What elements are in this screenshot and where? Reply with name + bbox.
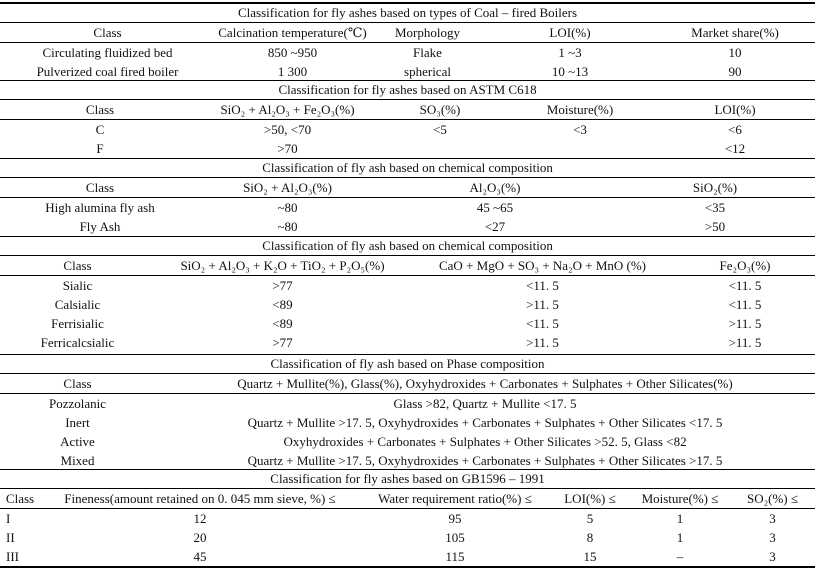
cell-class: Ferricalcsialic: [40, 335, 115, 350]
cell-phase-criteria: Quartz + Mullite >17. 5, Oxyhydroxides + Carbonates + Sulphates + Other Silicates >17. 5: [247, 453, 723, 468]
table-row: [0, 509, 815, 529]
table-chemical-composition-alumina: [0, 158, 815, 236]
table-row: [0, 394, 815, 414]
section-chemical-composition-oxides: [0, 236, 815, 352]
section-coal-boilers: [0, 2, 815, 81]
header-calcination-temperature: Calcination temperature(℃): [215, 23, 370, 43]
cell-sio2-sum: >77: [272, 335, 293, 350]
bottom-rule: [0, 566, 815, 568]
cell-morphology: Flake: [413, 45, 442, 60]
section-title: Classification for fly ashes based on types of Coal – fired Boilers: [0, 3, 815, 23]
cell-class: C: [95, 122, 105, 137]
cell-moisture: 1: [676, 511, 684, 526]
cell-fe2o3: >11. 5: [728, 335, 762, 350]
cell-sio2-sum: >77: [272, 278, 293, 293]
cell-fineness: 20: [193, 530, 207, 545]
cell-water-requirement: 95: [448, 511, 462, 526]
cell-al2o3: <27: [484, 219, 506, 234]
section-title: Classification for fly ashes based on GB1596 – 1991: [0, 470, 815, 489]
table-row: [0, 120, 815, 140]
cell-cao-sum: >11. 5: [526, 335, 559, 350]
header-cao-sum: CaO + MgO + SO₃ + Na₂O + MnO (%): [410, 256, 675, 276]
cell-class: Circulating fluidized bed: [42, 45, 173, 60]
table-row: [0, 432, 815, 451]
cell-class: Calsialic: [54, 297, 101, 312]
cell-loi: <6: [728, 122, 742, 137]
cell-class: Active: [60, 434, 95, 449]
cell-so3: [375, 139, 505, 158]
cell-loi: 1 ~3: [558, 45, 582, 60]
section-phase-composition: [0, 354, 815, 470]
cell-class: II: [6, 530, 15, 545]
header-sio2-sum: SiO₂ + Al₂O₃ + K₂O + TiO₂ + P₂O₅(%): [155, 256, 410, 276]
section-title: Classification of fly ash based on chemical composition: [0, 237, 815, 256]
cell-morphology: spherical: [404, 64, 451, 79]
cell-phase-criteria: Glass >82, Quartz + Mullite <17. 5: [393, 396, 577, 411]
table-row: [0, 451, 815, 470]
table-coal-boilers: [0, 2, 815, 81]
cell-so2: 3: [769, 511, 776, 526]
table-row: [0, 198, 815, 218]
cell-fineness: 45: [193, 549, 207, 564]
cell-sio2-sum: <89: [272, 297, 293, 312]
section-chemical-composition-alumina: [0, 158, 815, 236]
table-astm-c618: [0, 80, 815, 158]
cell-al2o3: 45 ~65: [476, 200, 514, 215]
table-row: [0, 547, 815, 566]
header-al2o3: Al₂O₃(%): [375, 178, 615, 198]
cell-cao-sum: <11. 5: [526, 278, 559, 293]
table-row: [0, 217, 815, 236]
header-loi: LOI(%): [655, 100, 815, 120]
table-row: [0, 43, 815, 63]
section-title: Classification for fly ashes based on ASTM C618: [0, 81, 815, 100]
cell-loi: 10 ~13: [551, 64, 589, 79]
cell-loi: <12: [724, 141, 746, 156]
cell-class: Inert: [65, 415, 90, 430]
table-row: [0, 528, 815, 547]
section-astm-c618: [0, 80, 815, 158]
cell-loi: 8: [586, 530, 594, 545]
header-sio2-al2o3-fe2o3: SiO₂ + Al₂O₃ + Fe₂O₃(%): [200, 100, 375, 120]
cell-sio2: >50: [704, 219, 726, 234]
cell-sio2-al2o3: ~80: [277, 219, 298, 234]
cell-sio2: <35: [704, 200, 726, 215]
header-class: Class: [0, 178, 200, 198]
cell-class: Sialic: [62, 278, 93, 293]
header-moisture: Moisture(%) ≤: [630, 489, 730, 509]
cell-sio2-sum: >70: [277, 141, 298, 156]
header-class: Class: [0, 374, 155, 394]
cell-sio2-sum: <89: [272, 316, 293, 331]
cell-water-requirement: 115: [445, 549, 465, 564]
cell-cao-sum: <11. 5: [526, 316, 559, 331]
header-market-share: Market share(%): [655, 23, 815, 43]
section-title: Classification of fly ash based on Phase composition: [0, 355, 815, 374]
header-class: Class: [0, 256, 155, 276]
header-class: Class: [0, 23, 215, 43]
cell-moisture: <3: [573, 122, 587, 137]
header-class: Class: [0, 489, 40, 509]
cell-fe2o3: <11. 5: [728, 278, 762, 293]
header-morphology: Morphology: [370, 23, 485, 43]
cell-cao-sum: >11. 5: [526, 297, 559, 312]
cell-temperature: 850 ~950: [267, 45, 318, 60]
table-row: [0, 139, 815, 158]
cell-market-share: 10: [728, 45, 742, 60]
cell-class: Fly Ash: [79, 219, 121, 234]
section-gb1596: [0, 469, 815, 566]
cell-sio2-al2o3: ~80: [277, 200, 298, 215]
cell-moisture: [505, 139, 655, 158]
cell-fineness: 12: [193, 511, 207, 526]
cell-class: Pulverized coal fired boiler: [36, 64, 179, 79]
cell-class: III: [6, 549, 19, 564]
header-fineness: Fineness(amount retained on 0. 045 mm sieve, %) ≤: [40, 489, 360, 509]
cell-fe2o3: >11. 5: [728, 316, 762, 331]
cell-moisture: –: [676, 549, 684, 564]
cell-fe2o3: <11. 5: [728, 297, 762, 312]
cell-moisture: 1: [676, 530, 684, 545]
header-fe2o3: Fe₂O₃(%): [675, 256, 815, 276]
cell-so2: 3: [769, 530, 776, 545]
table-gb1596: [0, 469, 815, 566]
header-loi: LOI(%) ≤: [550, 489, 630, 509]
header-so2: SO₂(%) ≤: [730, 489, 815, 509]
cell-class: I: [6, 511, 11, 526]
header-loi: LOI(%): [485, 23, 655, 43]
table-row: [0, 62, 815, 81]
table-row: [0, 276, 815, 296]
cell-sio2-sum: >50, <70: [263, 122, 312, 137]
cell-water-requirement: 105: [445, 530, 465, 545]
header-water-requirement: Water requirement ratio(%) ≤: [360, 489, 550, 509]
table-row: [0, 413, 815, 432]
header-sio2: SiO₂(%): [615, 178, 815, 198]
header-phase-composition: Quartz + Mullite(%), Glass(%), Oxyhydroxides + Carbonates + Sulphates + Other Silicates(%): [155, 374, 815, 394]
cell-class: High alumina fly ash: [45, 200, 155, 215]
table-phase-composition: [0, 354, 815, 470]
header-so3: SO₃(%): [375, 100, 505, 120]
cell-class: Pozzolanic: [48, 396, 107, 411]
cell-phase-criteria: Quartz + Mullite >17. 5, Oxyhydroxides + Carbonates + Sulphates + Other Silicates <17. 5: [247, 415, 723, 430]
header-class: Class: [0, 100, 200, 120]
cell-loi: 5: [586, 511, 594, 526]
cell-loi: 15: [583, 549, 597, 564]
table-row: [0, 295, 815, 314]
cell-class: F: [96, 141, 104, 156]
cell-market-share: 90: [728, 64, 742, 79]
cell-phase-criteria: Oxyhydroxides + Carbonates + Sulphates + Other Silicates >52. 5, Glass <82: [283, 434, 687, 449]
table-chemical-composition-oxides: [0, 236, 815, 352]
header-moisture: Moisture(%): [505, 100, 655, 120]
cell-class: Mixed: [60, 453, 95, 468]
cell-temperature: 1 300: [277, 64, 308, 79]
table-row: [0, 314, 815, 333]
header-sio2-al2o3: SiO₂ + Al₂O₃(%): [200, 178, 375, 198]
cell-class: Ferrisialic: [51, 316, 104, 331]
cell-so3: <5: [433, 122, 447, 137]
section-title: Classification of fly ash based on chemical composition: [0, 159, 815, 178]
cell-so2: 3: [769, 549, 776, 564]
table-row: [0, 333, 815, 352]
